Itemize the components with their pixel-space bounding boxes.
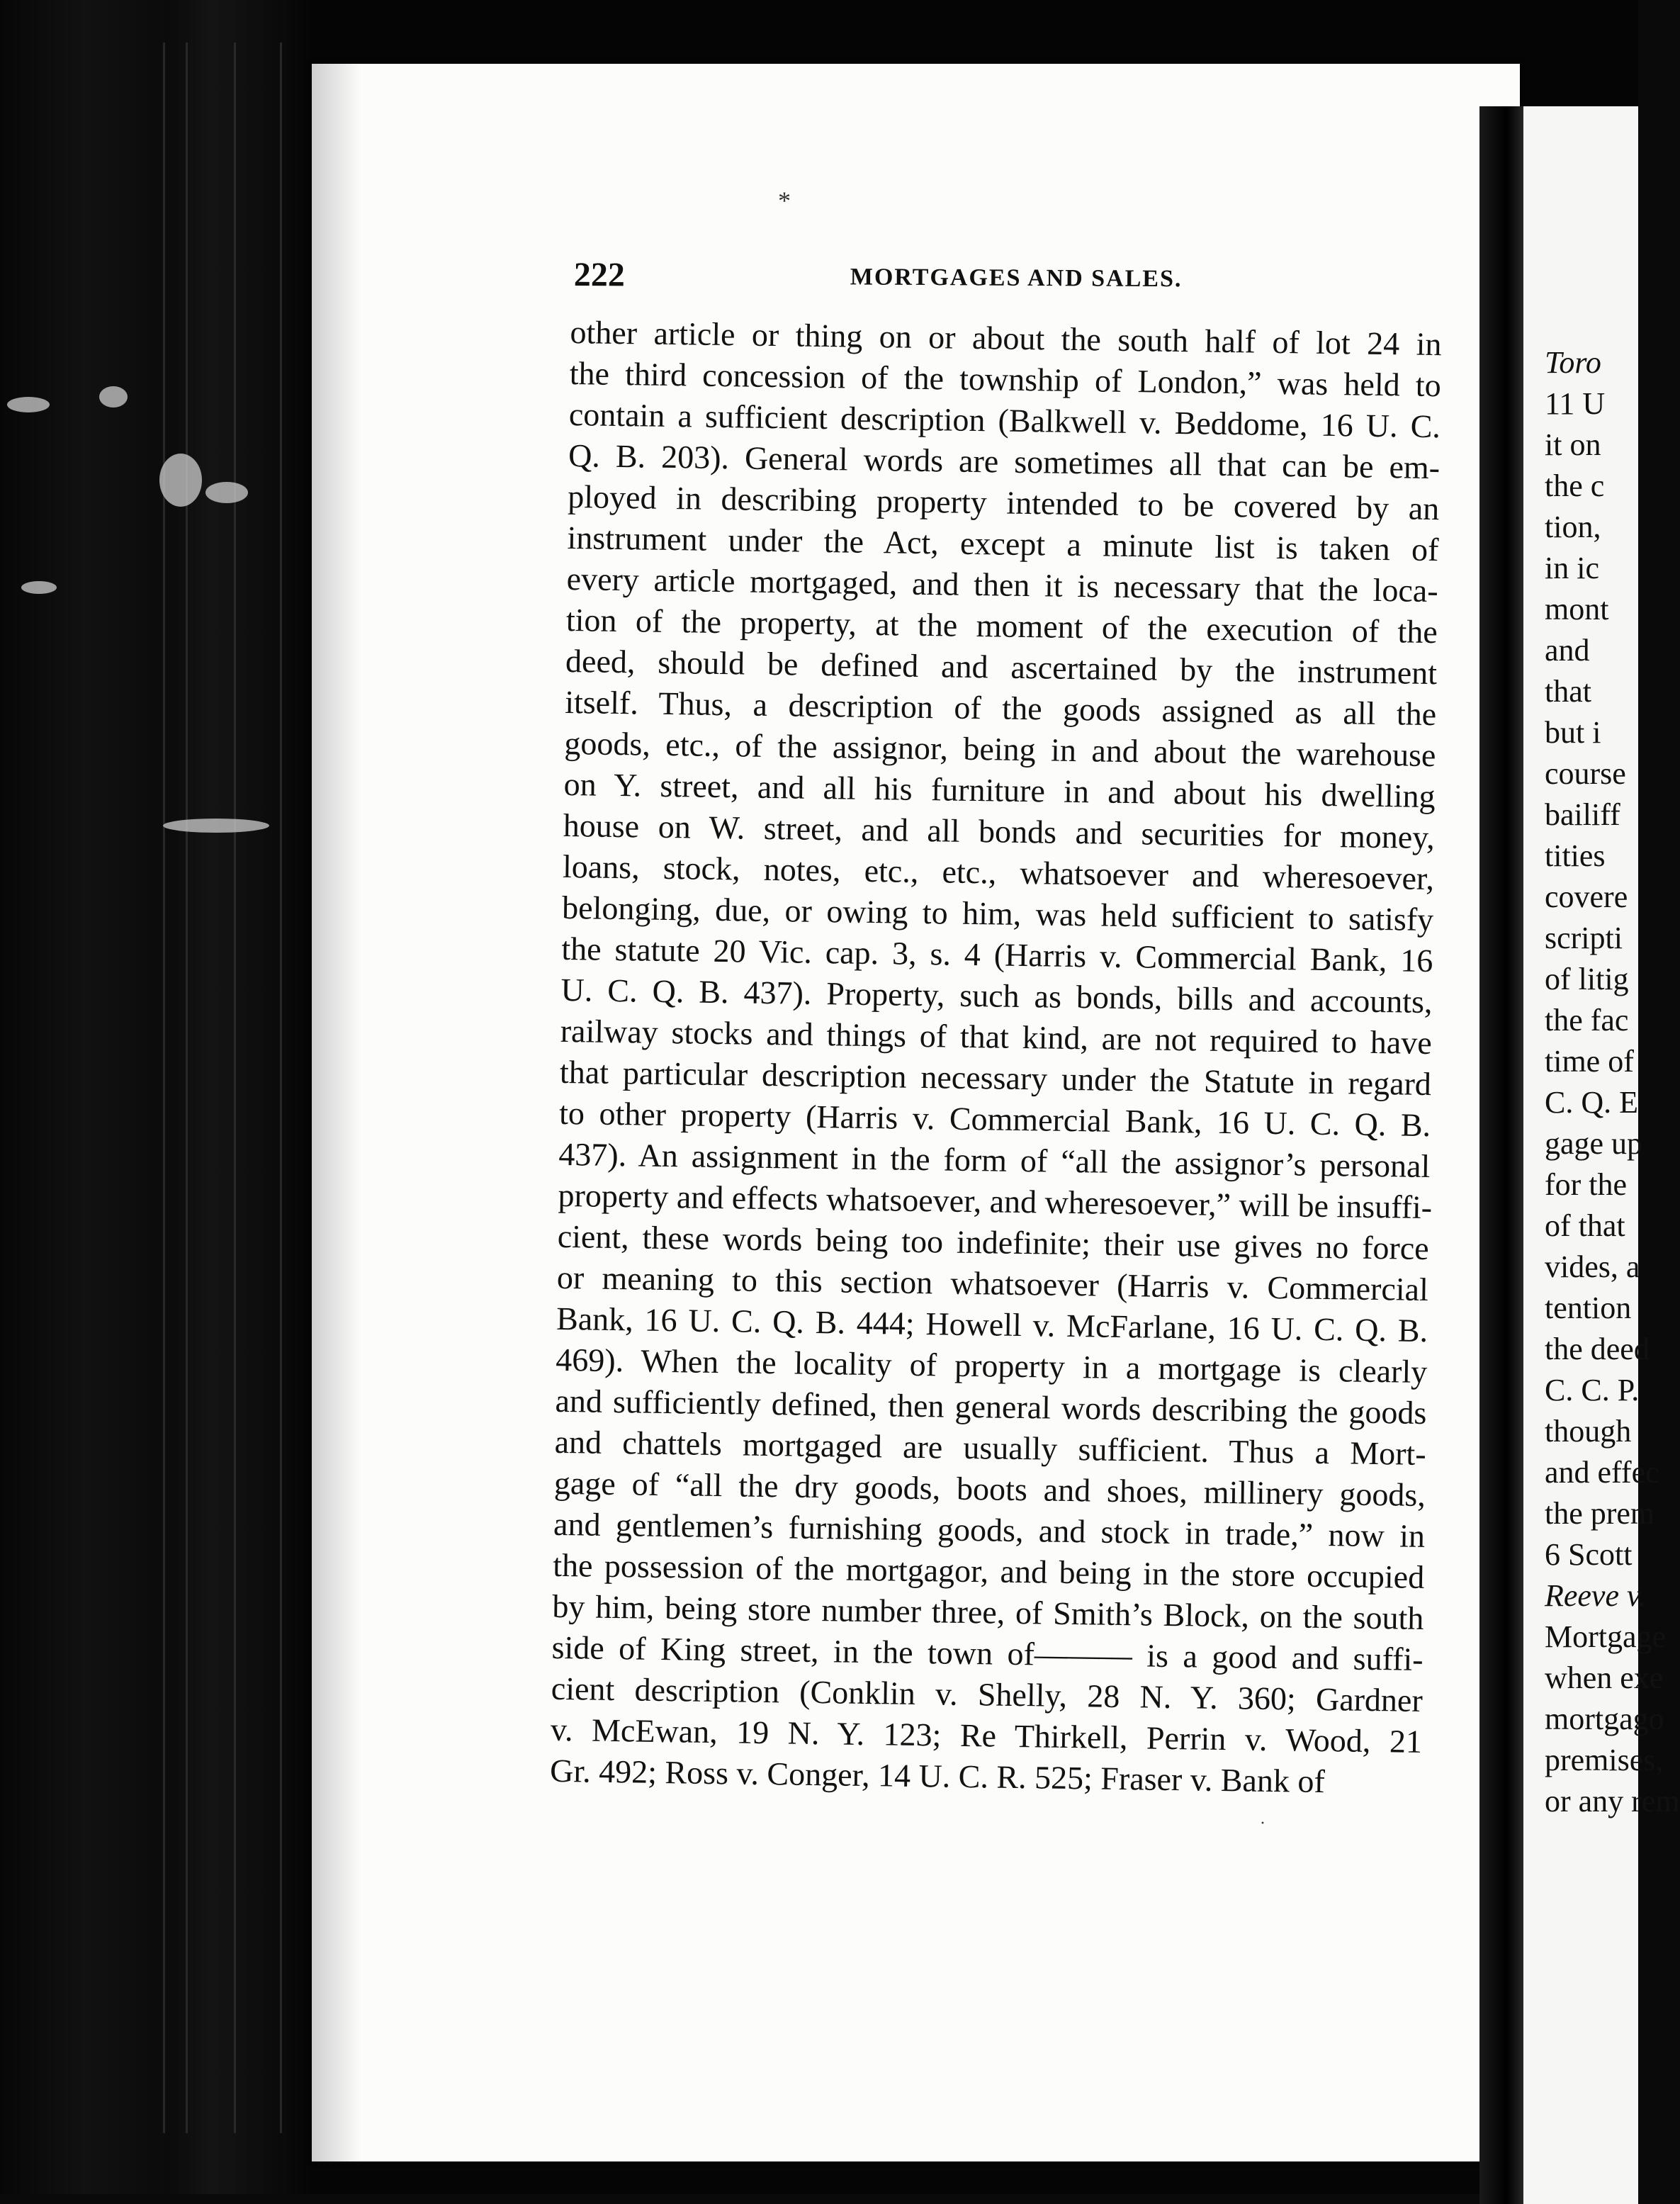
- body-line: deed, should be defined and ascertained by the instrument: [565, 642, 1438, 692]
- right-page-fragment: tention: [1545, 1291, 1632, 1325]
- body-line: the statute 20 Vic. cap. 3, s. 4 (Harris v. Commercial Bank, 16: [561, 930, 1433, 979]
- right-page-fragment: mortgago: [1545, 1702, 1664, 1736]
- body-line: cient, these words being too indefinite; their use gives no force: [557, 1218, 1430, 1267]
- binding-streak: [186, 43, 188, 2133]
- right-page-fragment: C. Q. E: [1545, 1085, 1638, 1120]
- body-line: house on W. street, and all bonds and securities for money,: [563, 806, 1436, 856]
- right-page-fragment: C. C. P.: [1545, 1373, 1640, 1407]
- right-page-fragment: and effec: [1545, 1455, 1659, 1490]
- right-page-fragment: the fac: [1545, 1003, 1629, 1038]
- running-head: [574, 255, 1453, 303]
- binding-streak: [280, 43, 282, 2133]
- body-line: 437). An assignment in the form of “all the assignor’s personal: [558, 1135, 1431, 1185]
- body-text: [550, 312, 1456, 1804]
- right-page-fragment: 6 Scott: [1545, 1537, 1633, 1572]
- body-line: on Y. street, and all his furniture in and about his dwelling: [563, 765, 1436, 815]
- right-page-fragment: time of: [1545, 1044, 1634, 1079]
- right-page-fragment: that: [1545, 674, 1591, 709]
- page-number: 222: [573, 255, 625, 294]
- body-line: and sufficiently defined, then general words describing the goods: [555, 1382, 1427, 1432]
- body-line: Bank, 16 U. C. Q. B. 444; Howell v. McFarlane, 16 U. C. Q. B.: [556, 1300, 1428, 1349]
- body-line: railway stocks and things of that kind, are not required to have: [560, 1012, 1433, 1062]
- body-line: belonging, due, or owing to him, was held sufficient to satisfy: [561, 889, 1434, 938]
- gutter-shadow: [312, 64, 361, 2161]
- right-page-fragment: gage up: [1545, 1126, 1643, 1161]
- body-line: side of King street, in the town of——— is a good and suffi-: [551, 1629, 1424, 1677]
- dust-speck: [21, 581, 57, 594]
- right-page-fragment: when exe: [1545, 1660, 1664, 1695]
- body-line: tion of the property, at the moment of the execution of the: [565, 601, 1438, 651]
- dust-speck: [7, 397, 50, 412]
- body-line: property and effects whatsoever, and wheresoever,” will be insuffi-: [558, 1176, 1433, 1226]
- body-line: loans, stock, notes, etc., etc., whatsoever and wheresoever,: [562, 848, 1435, 897]
- right-page-fragment: tities: [1545, 838, 1606, 873]
- body-line: the third concession of the township of London,” was held to: [569, 354, 1442, 404]
- right-page-fragment: tion,: [1545, 510, 1601, 544]
- right-page-fragment: Toro: [1545, 345, 1601, 380]
- body-line: 469). When the locality of property in a mortgage is clearly: [556, 1341, 1428, 1390]
- right-page-fragment: it on: [1545, 427, 1601, 462]
- dust-speck: [99, 386, 128, 407]
- page-title: MORTGAGES AND SALES.: [850, 264, 1183, 293]
- right-page-fragment: and: [1545, 633, 1590, 668]
- binding-streak: [234, 43, 236, 2133]
- binding-streak: [163, 43, 165, 2133]
- right-page-fragment: the deed: [1545, 1332, 1650, 1366]
- body-line: ployed in describing property intended to be covered by an: [568, 478, 1440, 527]
- printer-mark: *: [778, 186, 791, 215]
- body-line: contain a sufficient description (Balkwell v. Beddome, 16 U. C.: [568, 395, 1441, 445]
- dust-speck: [163, 819, 269, 833]
- body-line: by him, being store number three, of Smith’s Block, on the south: [552, 1587, 1424, 1636]
- right-page-fragment: premises,: [1545, 1743, 1664, 1777]
- dust-speck: [159, 454, 202, 507]
- right-page-fragment: vides, a: [1545, 1249, 1640, 1284]
- right-page-fragment: the prem: [1545, 1496, 1655, 1531]
- bottom-mark: ·: [1260, 1814, 1265, 1833]
- body-line: or meaning to this section whatsoever (Harris v. Commercial: [556, 1259, 1429, 1308]
- right-page-fragment: covere: [1545, 879, 1628, 914]
- body-line: to other property (Harris v. Commercial Bank, 16 U. C. Q. B.: [558, 1094, 1431, 1144]
- body-line: goods, etc., of the assignor, being in and about the warehouse: [564, 724, 1436, 774]
- body-line: itself. Thus, a description of the goods assigned as all the: [564, 683, 1437, 733]
- body-line: every article mortgaged, and then it is necessary that the loca-: [566, 560, 1438, 609]
- right-page-fragment: of that: [1545, 1208, 1625, 1243]
- body-line: Gr. 492; Ross v. Conger, 14 U. C. R. 525; Fraser v. Bank of: [549, 1752, 1326, 1800]
- right-page-fragment: bailiff: [1545, 797, 1620, 832]
- right-page-fragment: Mortgage: [1545, 1619, 1667, 1654]
- body-line: and chattels mortgaged are usually sufficient. Thus a Mort-: [554, 1423, 1426, 1473]
- body-line: that particular description necessary under the Statute in regard: [559, 1053, 1432, 1103]
- page-divider: [1479, 106, 1525, 2204]
- right-page-fragment: of litig: [1545, 962, 1629, 996]
- body-line: cient description (Conklin v. Shelly, 28 N. Y. 360; Gardner: [551, 1670, 1424, 1719]
- body-line: and gentlemen’s furnishing goods, and stock in trade,” now in: [553, 1505, 1426, 1555]
- body-line: instrument under the Act, except a minute list is taken of: [567, 519, 1439, 568]
- body-line: Q. B. 203). General words are sometimes all that can be em-: [568, 437, 1441, 486]
- right-page: [1523, 106, 1680, 2204]
- right-page-fragment: though: [1545, 1414, 1632, 1449]
- body-line: U. C. Q. B. 437). Property, such as bonds, bills and accounts,: [560, 971, 1433, 1021]
- dust-speck: [205, 482, 248, 503]
- right-page-fragment: course: [1545, 756, 1626, 791]
- right-page-fragment: the c: [1545, 468, 1605, 503]
- body-line: other article or thing on or about the south half of lot 24 in: [570, 313, 1442, 363]
- right-page-fragment: but i: [1545, 715, 1601, 750]
- body-line: v. McEwan, 19 N. Y. 123; Re Thirkell, Perrin v. Wood, 21: [550, 1711, 1423, 1760]
- right-page-fragment: in ic: [1545, 551, 1599, 585]
- right-page-fragment: mont: [1545, 592, 1609, 626]
- right-page-fragment: scripti: [1545, 921, 1623, 955]
- right-page-fragment: Reeve v.: [1545, 1578, 1647, 1613]
- body-line: gage of “all the dry goods, boots and shoes, millinery goods,: [553, 1464, 1426, 1514]
- right-page-fragment: 11 U: [1545, 386, 1606, 421]
- right-page-fragment: or any rem: [1545, 1784, 1680, 1818]
- body-line: the possession of the mortgagor, and being in the store occupied: [552, 1546, 1425, 1595]
- right-page-fragment: for the: [1545, 1167, 1628, 1202]
